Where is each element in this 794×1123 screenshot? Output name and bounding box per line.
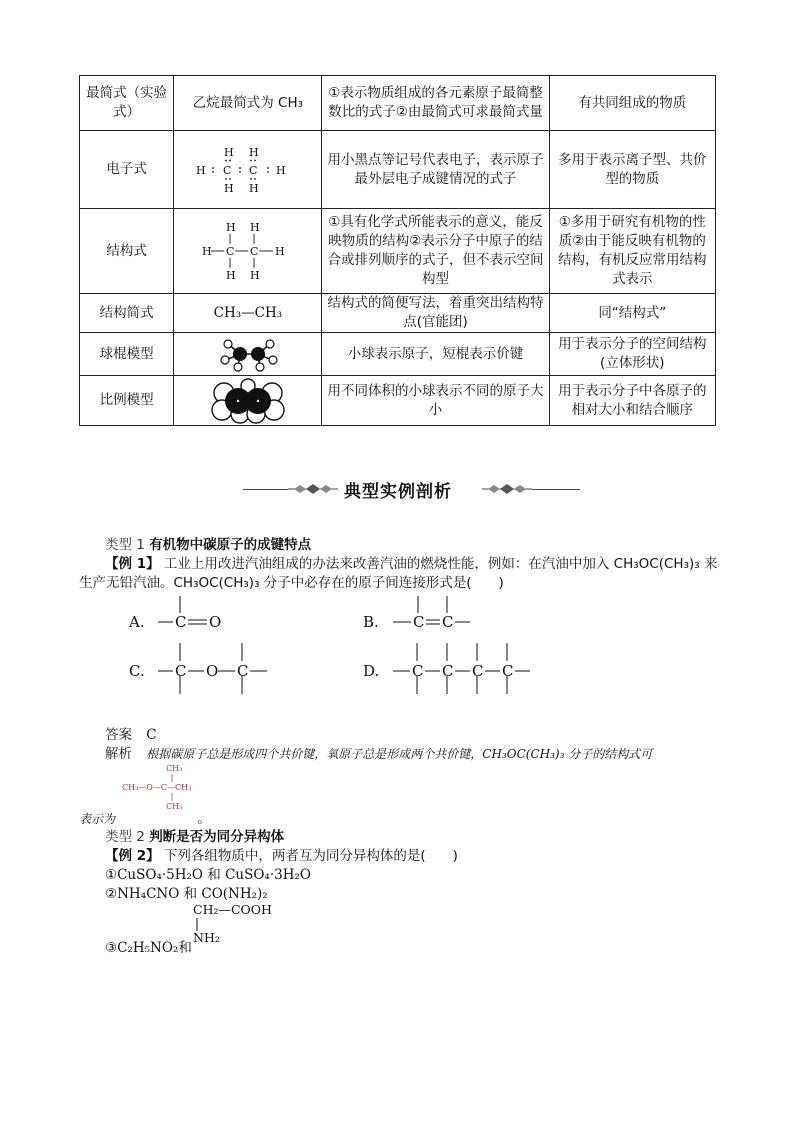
answer-label: 答案: [105, 727, 132, 743]
glycine-bottom: NH₂: [193, 930, 220, 945]
atom-h: H: [248, 145, 259, 159]
row-meaning: ①具有化学式所能表示的意义，能反映物质的结构②表示分子中原子的结合或排列顺序的式子，但不表示空间构型: [322, 209, 549, 294]
analysis-label: 解析: [105, 746, 132, 762]
atom-h: H: [225, 221, 236, 234]
option-d-letter: D.: [363, 662, 380, 680]
example-tag: 【例 1】: [105, 556, 160, 572]
option-a-atom: O: [209, 613, 222, 631]
atom-h: H: [223, 181, 234, 195]
table-row: [80, 131, 716, 209]
atom-c: C: [222, 163, 232, 177]
row-use: 有共同组成的物质: [549, 76, 715, 131]
analysis-period: 。: [197, 811, 211, 827]
type-title: 有机物中碳原子的成键特点: [149, 537, 312, 553]
option-c-atom: O: [206, 662, 219, 680]
row-name: 比例模型: [80, 376, 174, 426]
row-use: 用于表示分子中各原子的相对大小和结合顺序: [549, 376, 715, 426]
type1-heading: [105, 533, 311, 553]
ball-stick-cell: [174, 333, 322, 376]
atom-h: H: [274, 245, 285, 258]
row-use: 多用于表示离子型、共价型的物质: [549, 131, 715, 209]
space-filling-cell: [174, 376, 322, 426]
space-filling-model: [211, 378, 285, 424]
option-d-atom: C: [412, 662, 424, 680]
row-meaning: ①表示物质组成的各元素原子最简整数比的式子②由最简式可求最简式量: [322, 76, 549, 131]
row-name: 最简式（实验式）: [80, 76, 174, 131]
question-text: 工业上用改进汽油组成的办法来改善汽油的燃烧性能，例如：在汽油中加入 CH₃OC(CH₃)₃ 来: [163, 556, 718, 572]
analysis-text: 根据碳原子总是形成四个共价键，氧原子总是形成两个共价键，CH₃OC(CH₃)₃ 分子的结构式可: [146, 747, 653, 761]
example1-line1: [105, 552, 717, 572]
row-name: 结构简式: [80, 294, 174, 333]
answer-line: [105, 723, 157, 743]
atom-h: H: [249, 269, 260, 281]
section-title: 典型实例剖析: [344, 482, 452, 502]
formula-table: [79, 75, 716, 426]
row-example: CH₃—CH₃: [174, 294, 322, 333]
atom-c: C: [225, 245, 235, 258]
row-name: 球棍模型: [80, 333, 174, 376]
electron-formula-cell: [174, 131, 322, 209]
ball-and-stick-model: [218, 336, 278, 372]
glycine-top: CH₂—COOH: [193, 902, 272, 917]
type-label: 类型 2: [105, 829, 145, 845]
option-b-letter: B.: [363, 613, 379, 631]
mtbe-structure: [120, 763, 220, 813]
example2-line: [105, 844, 458, 864]
analysis-line: [105, 742, 652, 762]
row-meaning: 用小黑点等记号代表电子，表示原子最外层电子成键情况的式子: [322, 131, 549, 209]
atom-c: C: [248, 163, 258, 177]
heading-rule-left: [243, 489, 288, 490]
row-meaning: 结构式的简便写法，着重突出结构特点(官能团): [322, 294, 549, 333]
table-row: [80, 76, 716, 131]
list-item: ②NH₄CNO 和 CO(NH₂)₂: [105, 886, 268, 902]
analysis-end: [79, 807, 211, 827]
struct-ch3-top: CH₃: [166, 764, 183, 773]
heading-ornament-left: [288, 482, 338, 496]
row-use: ①多用于研究有机物的性质②由于能反映有机物的结构，有机反应常用结构式表示: [549, 209, 715, 294]
heading-rule-right: [532, 489, 580, 490]
row-meaning: 用不同体积的小球表示不同的原子大小: [322, 376, 549, 426]
atom-h: H: [225, 269, 236, 281]
atom-h: H: [275, 163, 286, 177]
type2-heading: [105, 825, 284, 845]
option-b-atom: C: [413, 613, 425, 631]
atom-h: H: [249, 221, 260, 234]
ethane-electron-formula: [193, 145, 303, 195]
row-use: 同“结构式”: [549, 294, 715, 333]
question-text: 下列各组物质中，两者互为同分异构体的是( ): [163, 848, 458, 864]
atom-c: C: [249, 245, 259, 258]
heading-ornament-right: [482, 482, 532, 496]
row-example: 乙烷最简式为 CH₃: [174, 76, 322, 131]
struct-ch3-bottom: CH₃: [166, 802, 183, 811]
option-c-letter: C.: [129, 662, 145, 680]
type-label: 类型 1: [105, 537, 145, 553]
option-d-atom: C: [442, 662, 454, 680]
list-item: ③C₂H₅NO₂和: [105, 940, 192, 956]
table-row: [80, 376, 716, 426]
atom-h: H: [248, 181, 259, 195]
table-row: [80, 294, 716, 333]
row-meaning: 小球表示原子，短棍表示价键: [322, 333, 549, 376]
option-d-atom: C: [472, 662, 484, 680]
row-use: 用于表示分子的空间结构(立体形状): [549, 333, 715, 376]
atom-h: H: [201, 245, 212, 258]
list-item: ①CuSO₄·5H₂O 和 CuSO₄·3H₂O: [105, 867, 311, 883]
table-row: [80, 209, 716, 294]
analysis-end-text: 表示为: [79, 812, 116, 826]
option-b-atom: C: [442, 613, 454, 631]
structural-formula-cell: [174, 209, 322, 294]
atom-h: H: [195, 163, 206, 177]
answer-options: [125, 592, 545, 702]
row-name: 结构式: [80, 209, 174, 294]
example-tag: 【例 2】: [105, 848, 160, 864]
row-name: 电子式: [80, 131, 174, 209]
option-d-atom: C: [502, 662, 514, 680]
type-title: 判断是否为同分异构体: [149, 829, 285, 845]
question-text-line2: 生产无铅汽油。CH₃OC(CH₃)₃ 分子中必存在的原子间连接形式是( ): [79, 575, 504, 591]
struct-main-chain: CH₃—O—C—CH₃: [122, 783, 192, 792]
option-c-atom: C: [237, 662, 249, 680]
option-a-letter: A.: [129, 613, 145, 631]
option-a-atom: C: [175, 613, 187, 631]
option-c-atom: C: [175, 662, 187, 680]
atom-h: H: [223, 145, 234, 159]
ethane-structural-formula: [200, 221, 296, 281]
table-row: [80, 333, 716, 376]
answer-value: C: [146, 727, 157, 743]
